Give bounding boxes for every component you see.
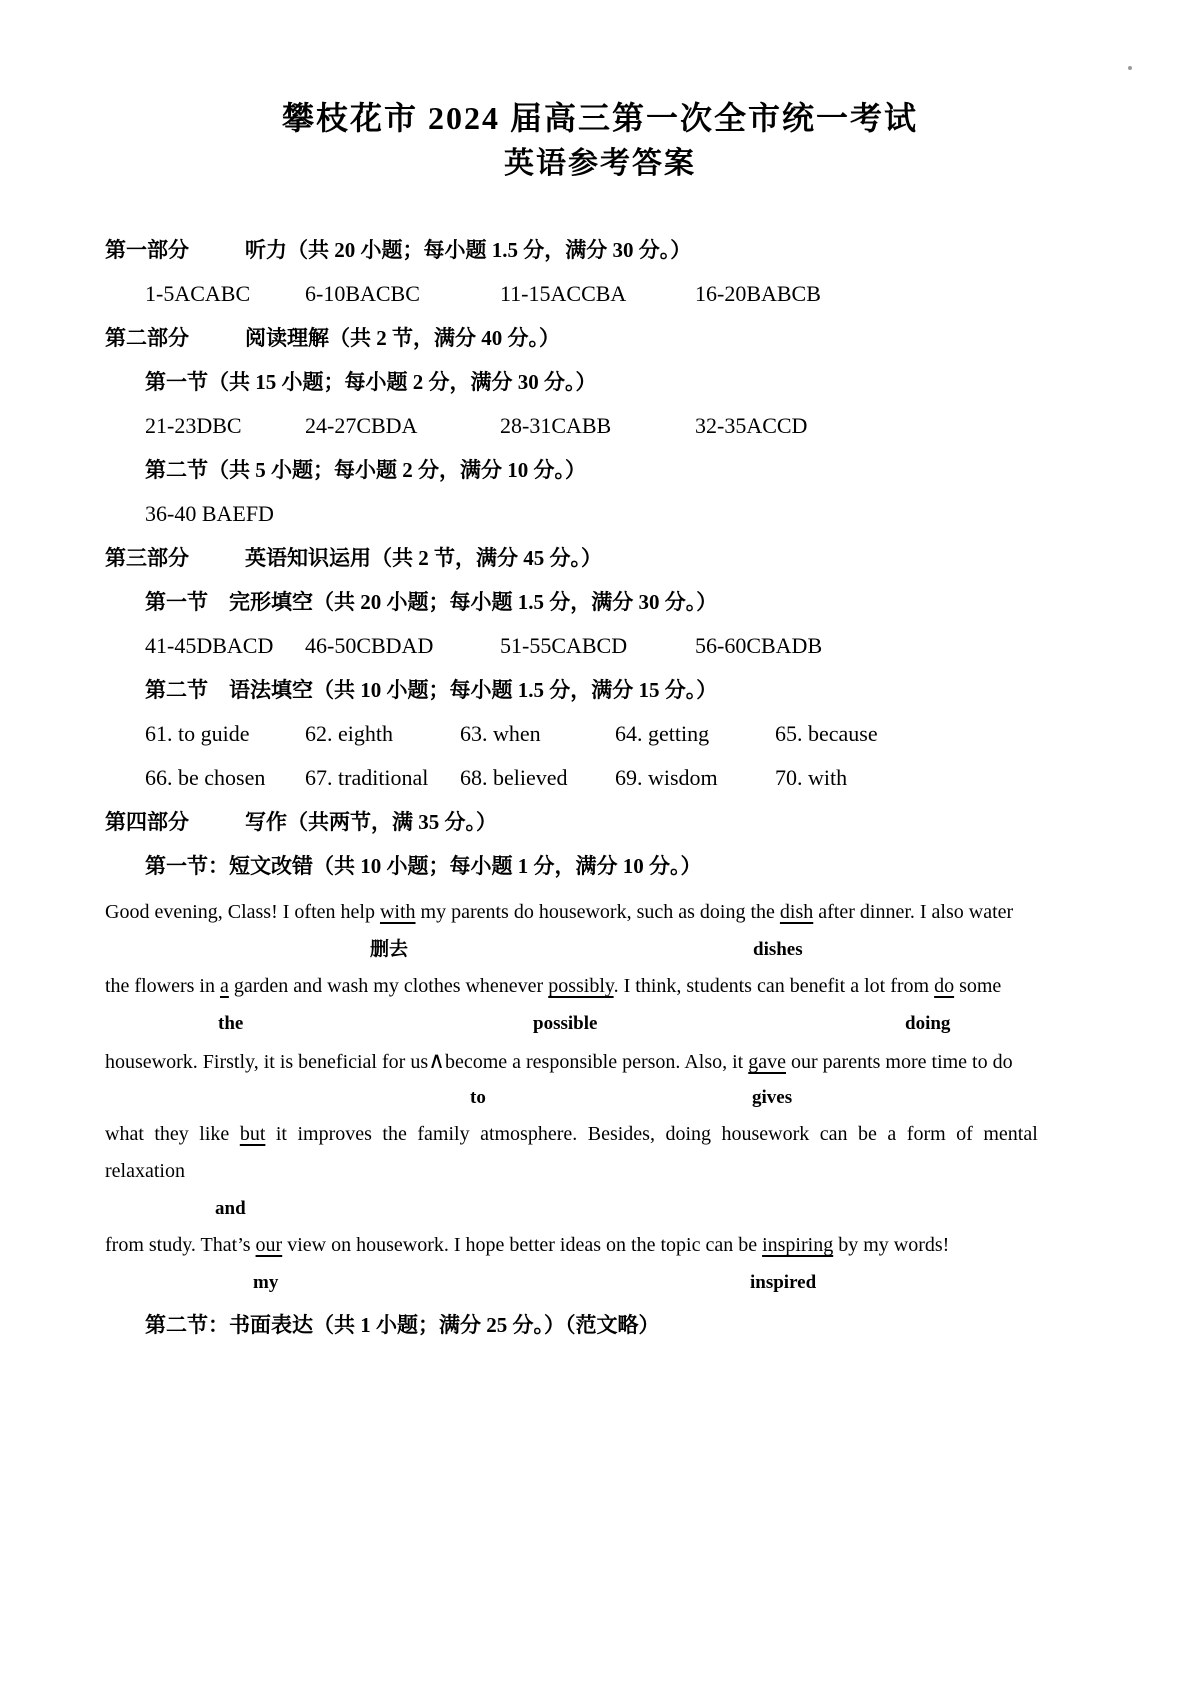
passage-line xyxy=(105,1227,1105,1264)
error-word-underlined: our xyxy=(255,1234,283,1256)
passage-text: my parents do housework, such as doing the xyxy=(415,901,780,923)
grammar-answers-row2 xyxy=(105,756,1105,800)
correction-word: the xyxy=(218,1013,244,1034)
answer-group: 32-35ACCD xyxy=(695,413,808,438)
passage-text: garden and wash my clothes whenever xyxy=(228,975,549,997)
correction-word: to xyxy=(470,1087,486,1108)
answer-group: 70. with xyxy=(775,765,848,790)
answer-group: 11-15ACCBA xyxy=(500,281,627,306)
correction-row xyxy=(105,1190,1105,1227)
error-word-underlined: inspiring xyxy=(762,1234,834,1256)
correction-word: dishes xyxy=(753,939,803,960)
reading-section2-answers xyxy=(105,492,1105,536)
passage-text: our parents more time to do xyxy=(786,1051,1013,1073)
answer-group: 28-31CABB xyxy=(500,413,612,438)
part2-section1-header: 第一节（共 15 小题；每小题 2 分，满分 30 分。） xyxy=(145,370,597,394)
part2-header xyxy=(105,316,1105,360)
part4-desc: 写作（共两节，满 35 分。） xyxy=(245,810,497,834)
part1-desc: 听力（共 20 小题；每小题 1.5 分，满分 30 分。） xyxy=(245,238,692,262)
answer-group: 68. believed xyxy=(460,765,568,790)
correction-word: inspired xyxy=(750,1272,817,1293)
answer-group: 51-55CABCD xyxy=(500,633,628,658)
passage-text: become a responsible person. Also, it xyxy=(444,1051,749,1073)
passage-line xyxy=(105,968,1105,1005)
passage-text: relaxation xyxy=(105,1160,185,1182)
answer-group: 16-20BABCB xyxy=(695,281,821,306)
part3-label: 第三部分 xyxy=(105,546,189,570)
part4-section2-header: 第二节：书面表达（共 1 小题；满分 25 分。）（范文略） xyxy=(145,1313,660,1337)
title-block xyxy=(0,0,1200,184)
correction-word: and xyxy=(215,1198,246,1219)
answer-group: 21-23DBC xyxy=(145,413,242,438)
answer-group: 69. wisdom xyxy=(615,765,718,790)
error-word-underlined: with xyxy=(379,901,416,923)
exam-title: 攀枝花市 2024 届高三第一次全市统一考试 xyxy=(281,100,918,136)
passage-text: some xyxy=(954,975,1002,997)
insertion-caret: ∧ xyxy=(428,1048,445,1073)
part3-desc: 英语知识运用（共 2 节，满分 45 分。） xyxy=(245,546,602,570)
correction-word: my xyxy=(253,1272,279,1293)
error-word-underlined: possibly xyxy=(548,975,614,997)
answer-key-content xyxy=(0,228,1200,1347)
answer-group: 61. to guide xyxy=(145,721,250,746)
passage-text: what they like xyxy=(105,1123,240,1145)
answer-group: 1-5ACABC xyxy=(145,281,251,306)
passage-text: by my words! xyxy=(833,1234,950,1256)
part3-header xyxy=(105,536,1105,580)
part1-label: 第一部分 xyxy=(105,238,189,262)
passage-line xyxy=(105,1153,1105,1190)
answer-group: 41-45DBACD xyxy=(145,633,274,658)
listening-answers xyxy=(105,272,1105,316)
passage-text: it improves the family atmosphere. Besides, doing housework can be a form of mental xyxy=(265,1123,1038,1145)
correction-row xyxy=(105,1264,1105,1301)
part2-label: 第二部分 xyxy=(105,326,189,350)
stray-mark xyxy=(1128,66,1132,70)
part4-section1-header: 第一节：短文改错（共 10 小题；每小题 1 分，满分 10 分。） xyxy=(145,854,702,878)
answer-group: 63. when xyxy=(460,721,541,746)
answer-group: 64. getting xyxy=(615,721,710,746)
answer-group: 67. traditional xyxy=(305,765,429,790)
passage-text: . I think, students can benefit a lot from xyxy=(613,975,935,997)
error-word-underlined: gave xyxy=(748,1051,786,1073)
error-correction-passage xyxy=(105,894,1105,1301)
correction-word: 删去 xyxy=(370,939,409,960)
error-word-underlined: do xyxy=(934,975,955,997)
answer-key-title: 英语参考答案 xyxy=(504,147,696,180)
answer-group: 66. be chosen xyxy=(145,765,266,790)
part2-section2-header: 第二节（共 5 小题；每小题 2 分，满分 10 分。） xyxy=(145,458,586,482)
part2-desc: 阅读理解（共 2 节，满分 40 分。） xyxy=(245,326,560,350)
answer-group: 36-40 BAEFD xyxy=(145,501,274,526)
grammar-answers-row1 xyxy=(105,712,1105,756)
error-word-underlined: a xyxy=(219,975,229,997)
passage-text: housework. Firstly, it is beneficial for us xyxy=(105,1051,429,1073)
answer-group: 6-10BACBC xyxy=(305,281,420,306)
part4-header xyxy=(105,800,1105,844)
answer-group: 46-50CBDAD xyxy=(305,633,434,658)
error-word-underlined: but xyxy=(239,1123,266,1145)
answer-group: 24-27CBDA xyxy=(305,413,418,438)
correction-row xyxy=(105,1079,1105,1116)
correction-row xyxy=(105,1005,1105,1042)
passage-line xyxy=(105,894,1105,931)
cloze-answers xyxy=(105,624,1105,668)
answer-group: 56-60CBADB xyxy=(695,633,823,658)
passage-line xyxy=(105,1116,1105,1153)
passage-text: Good evening, Class! I often help xyxy=(105,901,380,923)
reading-section1-answers xyxy=(105,404,1105,448)
part4-label: 第四部分 xyxy=(105,810,189,834)
error-word-underlined: dish xyxy=(779,901,814,923)
part3-section1-header: 第一节 完形填空（共 20 小题；每小题 1.5 分，满分 30 分。） xyxy=(145,590,718,614)
passage-line xyxy=(105,1042,1105,1079)
passage-text: after dinner. I also water xyxy=(813,901,1014,923)
answer-group: 62. eighth xyxy=(305,721,393,746)
passage-text: view on housework. I hope better ideas on the topic can be xyxy=(282,1234,763,1256)
correction-word: possible xyxy=(533,1013,598,1034)
passage-text: the flowers in xyxy=(105,975,220,997)
correction-row xyxy=(105,931,1105,968)
part3-section2-header: 第二节 语法填空（共 10 小题；每小题 1.5 分，满分 15 分。） xyxy=(145,678,718,702)
correction-word: gives xyxy=(752,1087,793,1108)
passage-text: from study. That’s xyxy=(105,1234,256,1256)
answer-group: 65. because xyxy=(775,721,878,746)
correction-word: doing xyxy=(905,1013,951,1034)
part1-header xyxy=(105,228,1105,272)
